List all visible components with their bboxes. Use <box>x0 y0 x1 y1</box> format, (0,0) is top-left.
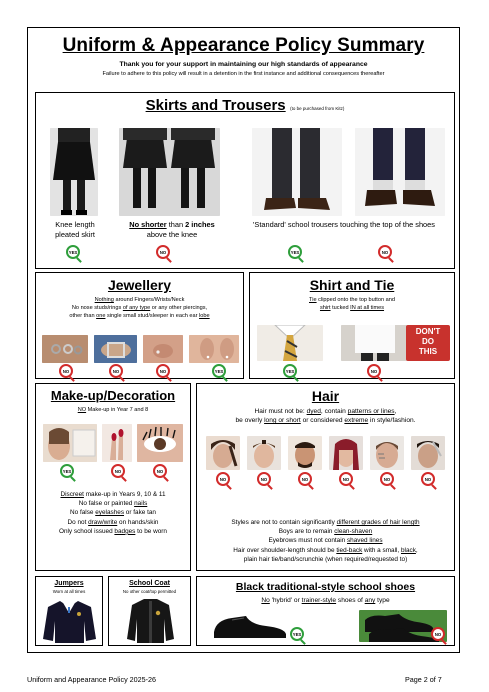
shoes-line-f: type <box>375 597 390 604</box>
hair-rule-4-b: tied-back <box>336 546 363 554</box>
no-badge <box>380 472 394 486</box>
hair-intro-line2 <box>197 416 454 425</box>
yes-badge <box>66 245 80 259</box>
jumper-photo <box>42 597 97 643</box>
dont-do-this-sign <box>406 325 450 361</box>
jewellery-section <box>35 272 244 379</box>
shirt-line2-c: IN at all times <box>350 305 385 311</box>
hair-rule-5: plain hair tie/band/scrunchie (when required/requested to) <box>243 555 408 563</box>
hair-rule-4 <box>197 546 454 555</box>
caption-trousers: 'Standard' school trousers touching the top of the shoes <box>253 220 435 229</box>
makeup-rule-4-c: on hands/skin <box>117 518 159 526</box>
caption-knee-line1: Knee length <box>55 220 95 229</box>
caption-shorter-d: above the knee <box>146 229 198 239</box>
jewellery-line2-a: No nose studs/rings <box>71 305 123 311</box>
hair-photo-4 <box>329 436 363 470</box>
caption-no-shorter <box>116 220 228 239</box>
no-badge <box>109 364 123 378</box>
no-label: NO <box>383 476 391 482</box>
jewellery-line3-c: single small stud/sleeper in each ear <box>105 313 200 319</box>
jewellery-line3-a: other than <box>69 313 97 319</box>
hair-rule-2 <box>197 527 454 536</box>
jumpers-title: Jumpers <box>54 580 84 587</box>
hair-rule-4-c: with a small, <box>362 546 401 554</box>
makeup-rules <box>36 490 190 536</box>
hair-photo-3 <box>288 436 322 470</box>
hair-rule-4-e: , <box>415 546 418 554</box>
makeup-rule-5-c: to be worn <box>135 527 167 535</box>
makeup-rule-2-a: No false or painted <box>78 500 135 508</box>
shirt-line1 <box>250 297 454 304</box>
yes-badge <box>290 627 304 641</box>
shoes-line <box>197 597 454 605</box>
hair-rule-2-a: Boys are to remain <box>278 528 335 536</box>
shoes-line-b: 'hybrid' or <box>269 597 302 604</box>
hair-rule-2-b: clean-shaven <box>334 528 373 536</box>
makeup-rule-1-b: make-up in Years 9, 10 & 11 <box>83 491 166 498</box>
makeup-rule-4-b: draw/write <box>88 518 118 526</box>
makeup-rule-3-b: eyelashes <box>95 509 125 517</box>
yes-label: YES <box>290 249 300 255</box>
hair-rules <box>197 518 454 564</box>
trousers-photo-2 <box>355 128 445 216</box>
jewellery-line1-a: Nothing <box>94 297 114 303</box>
this-label: THIS <box>418 347 438 356</box>
hair-rule-1 <box>197 518 454 527</box>
caption-shorter-a: No shorter <box>129 220 167 229</box>
jumpers-section <box>35 576 103 646</box>
no-label: NO <box>424 476 432 482</box>
hair-rule-1-a: Styles are not to contain significantly <box>231 519 337 526</box>
makeup-rule-5-b: badges <box>114 527 136 535</box>
jewellery-line1 <box>36 297 243 304</box>
page-warning: Failure to adhere to this policy will result in a detention in the first instance and additional consequences thereafter <box>102 71 385 77</box>
nose-piercing-photo <box>143 335 183 363</box>
no-badge <box>153 464 167 478</box>
makeup-line1-a: NO <box>77 407 87 413</box>
makeup-rule-5-a: Only school issued <box>58 527 115 535</box>
hair-line1-c: , contain <box>320 408 348 415</box>
shoes-line-e: any <box>364 597 376 604</box>
no-badge <box>59 364 73 378</box>
jewellery-line1-b: around Fingers/Wrists/Neck <box>113 297 185 303</box>
trousers-photo-1 <box>252 128 342 216</box>
caption-knee-length <box>46 220 104 239</box>
shirt-line2 <box>250 305 454 312</box>
jumpers-note: Worn at all times <box>52 589 86 594</box>
knee-length-skirt-photo <box>50 128 98 216</box>
yes-label: YES <box>214 368 224 374</box>
no-badge <box>431 627 445 641</box>
no-badge <box>339 472 353 486</box>
jewellery-line2-c: or any other piercings, <box>150 305 208 311</box>
no-label: NO <box>62 368 70 374</box>
coat-title: School Coat <box>129 580 170 587</box>
traditional-shoe-photo <box>210 610 292 642</box>
hair-title: Hair <box>311 388 340 404</box>
hair-rule-3-a: Eyebrows must not contain <box>268 537 347 545</box>
makeup-rule-3-c: or fake tan <box>124 509 156 517</box>
eyelashes-photo <box>137 424 183 462</box>
jewellery-line2 <box>36 305 243 312</box>
no-badge <box>257 472 271 486</box>
shirt-title: Shirt and Tie <box>309 277 395 293</box>
caption-shorter-b: than <box>166 220 186 229</box>
hair-rule-1-b: different grades of hair length <box>336 519 420 526</box>
makeup-rule-3 <box>36 508 190 517</box>
hair-line2-c: or considered <box>300 417 345 424</box>
shoes-title: Black traditional-style school shoes <box>235 581 416 593</box>
makeup-line1-b: Make-up in Year 7 and 8 <box>86 407 149 413</box>
yes-label: YES <box>285 368 295 374</box>
no-label: NO <box>381 249 389 255</box>
hair-line1-d: patterns or lines <box>347 408 395 415</box>
page-subtitle: Thank you for your support in maintaining our high standards of appearance <box>119 61 368 68</box>
no-label: NO <box>260 476 268 482</box>
rings-photo <box>42 335 88 363</box>
do-label: DO <box>422 337 434 346</box>
hair-line2-d: extreme <box>344 417 369 424</box>
hair-intro <box>197 407 454 425</box>
ear-stud-photo <box>189 335 239 363</box>
no-label: NO <box>114 468 122 474</box>
hair-line2-b: long or short <box>264 417 301 424</box>
shoes-line-a: No <box>261 597 270 604</box>
yes-label: YES <box>68 249 78 255</box>
hair-rule-4-a: Hair over shoulder-length should be <box>233 546 337 554</box>
hair-line2-a: be overly <box>235 417 265 424</box>
nails-photo <box>102 424 132 462</box>
bracelet-photo <box>94 335 137 363</box>
makeup-rule-2 <box>36 499 190 508</box>
shirt-line2-b: tucked <box>330 305 351 311</box>
no-badge <box>367 364 381 378</box>
makeup-rule-1-a: Discreet <box>60 491 84 498</box>
tie-photo <box>257 325 323 361</box>
no-badge <box>156 245 170 259</box>
no-label: NO <box>159 249 167 255</box>
hair-section <box>196 383 455 571</box>
no-badge <box>216 472 230 486</box>
no-shorter-skirt-photo <box>119 128 220 216</box>
skirts-title: Skirts and Trousers <box>145 97 286 114</box>
shoes-line-c: trainer-style <box>301 597 337 604</box>
caption-shorter-c: 2 inches <box>185 220 215 229</box>
makeup-rule-3-a: No false <box>70 509 96 517</box>
jewellery-line3-d: lobe <box>199 313 210 319</box>
makeup-rule-2-b: nails <box>134 500 148 508</box>
untucked-shirt-photo <box>341 325 407 361</box>
shoes-section <box>196 576 455 646</box>
makeup-line1 <box>36 407 190 414</box>
hair-rule-3 <box>197 536 454 545</box>
makeup-section <box>35 383 191 571</box>
skirts-trousers-section <box>35 92 455 269</box>
shirt-tie-section <box>249 272 455 379</box>
jewellery-title: Jewellery <box>107 277 172 293</box>
hair-line2-e: in style/fashion. <box>368 417 416 424</box>
no-badge <box>298 472 312 486</box>
hair-photo-5 <box>370 436 404 470</box>
hair-photo-6 <box>411 436 445 470</box>
page-title: Uniform & Appearance Policy Summary <box>62 35 425 56</box>
makeup-rule-1 <box>36 490 190 499</box>
jewellery-line3 <box>36 313 243 320</box>
yes-badge <box>60 464 74 478</box>
makeup-face-photo <box>43 424 97 462</box>
caption-knee-line2: pleated skirt <box>55 229 95 239</box>
no-label: NO <box>112 368 120 374</box>
jewellery-line2-b: of any type <box>122 305 151 311</box>
no-badge <box>111 464 125 478</box>
jewellery-line3-b: one <box>96 313 106 319</box>
hair-photo-2 <box>247 436 281 470</box>
no-label: NO <box>156 468 164 474</box>
hair-intro-line1 <box>197 407 454 416</box>
yes-label: YES <box>62 468 72 474</box>
shirt-line1-a: Tie <box>309 297 317 303</box>
coat-note: No other coat/top permitted <box>122 589 177 594</box>
yes-badge <box>212 364 226 378</box>
shirt-line2-a: shirt <box>319 305 331 311</box>
yes-label: YES <box>292 631 302 637</box>
hair-line1-b: dyed <box>306 408 321 415</box>
no-label: NO <box>159 368 167 374</box>
school-coat-section <box>108 576 191 646</box>
no-label: NO <box>342 476 350 482</box>
coat-photo <box>122 597 179 643</box>
hair-line1-e: , <box>394 408 397 415</box>
makeup-title: Make-up/Decoration <box>50 388 176 403</box>
shirt-line1-b: clipped onto the top button and <box>316 297 395 303</box>
no-label: NO <box>219 476 227 482</box>
footer-left: Uniform and Appearance Policy 2025-26 <box>27 675 157 684</box>
no-badge <box>378 245 392 259</box>
hair-line1-a: Hair must not be: <box>254 408 307 415</box>
hair-photo-1 <box>206 436 240 470</box>
policy-page <box>27 27 460 653</box>
hair-rule-3-b: shaved lines <box>346 537 383 545</box>
no-label: NO <box>370 368 378 374</box>
no-label: NO <box>301 476 309 482</box>
skirts-note: (to be purchased from Kitz) <box>290 106 345 111</box>
makeup-rule-4 <box>36 518 190 527</box>
hair-rule-4-d: black <box>400 546 416 554</box>
footer-right: Page 2 of 7 <box>405 675 442 684</box>
shoes-line-d: shoes of <box>336 597 365 604</box>
makeup-rule-5 <box>36 527 190 536</box>
makeup-rule-4-a: Do not <box>67 518 89 526</box>
no-label: NO <box>434 631 442 637</box>
no-badge <box>421 472 435 486</box>
no-badge <box>156 364 170 378</box>
yes-badge <box>288 245 302 259</box>
dont-label: DON'T <box>415 327 441 336</box>
yes-badge <box>283 364 297 378</box>
